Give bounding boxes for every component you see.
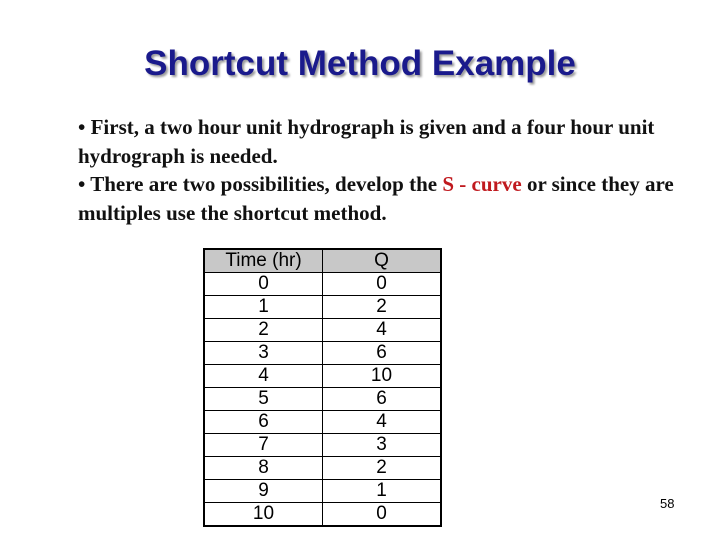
bullet-second-start: • There are two possibilities, develop the [78,172,443,196]
time-cell: 10 [204,503,323,527]
hydrograph-table [203,248,442,527]
time-cell: 5 [204,388,323,411]
time-cell: 6 [204,411,323,434]
table-row [204,342,441,365]
table-row [204,457,441,480]
time-cell: 8 [204,457,323,480]
q-cell: 6 [323,342,442,365]
q-cell: 6 [323,388,442,411]
q-cell: 0 [323,273,442,296]
slide-body [78,113,698,227]
q-cell: 2 [323,457,442,480]
time-cell: 3 [204,342,323,365]
time-cell: 7 [204,434,323,457]
q-cell: 2 [323,296,442,319]
time-cell: 1 [204,296,323,319]
bullet-first: • First, a two hour unit hydrograph is given and a four hour unit hydrograph is needed. [78,115,655,168]
q-cell: 10 [323,365,442,388]
table-row [204,296,441,319]
time-cell: 2 [204,319,323,342]
table-row [204,480,441,503]
q-cell: 1 [323,480,442,503]
table-row [204,388,441,411]
table-row [204,365,441,388]
table-header-row [204,249,441,273]
table-row [204,434,441,457]
table-row [204,319,441,342]
bullet-second-end: or since they are multiples use the shortcut method. [78,172,674,225]
table-row [204,503,441,527]
q-cell: 3 [323,434,442,457]
time-cell: 4 [204,365,323,388]
table-row [204,273,441,296]
s-curve-highlight: S - curve [442,172,522,196]
q-cell: 4 [323,319,442,342]
page-number: 58 [660,496,675,511]
slide-title: Shortcut Method Example [144,44,576,83]
bullet-second [78,170,698,227]
header-q: Q [323,249,442,273]
time-cell: 9 [204,480,323,503]
q-cell: 4 [323,411,442,434]
q-cell: 0 [323,503,442,527]
time-cell: 0 [204,273,323,296]
table-row [204,411,441,434]
header-time: Time (hr) [204,249,323,273]
